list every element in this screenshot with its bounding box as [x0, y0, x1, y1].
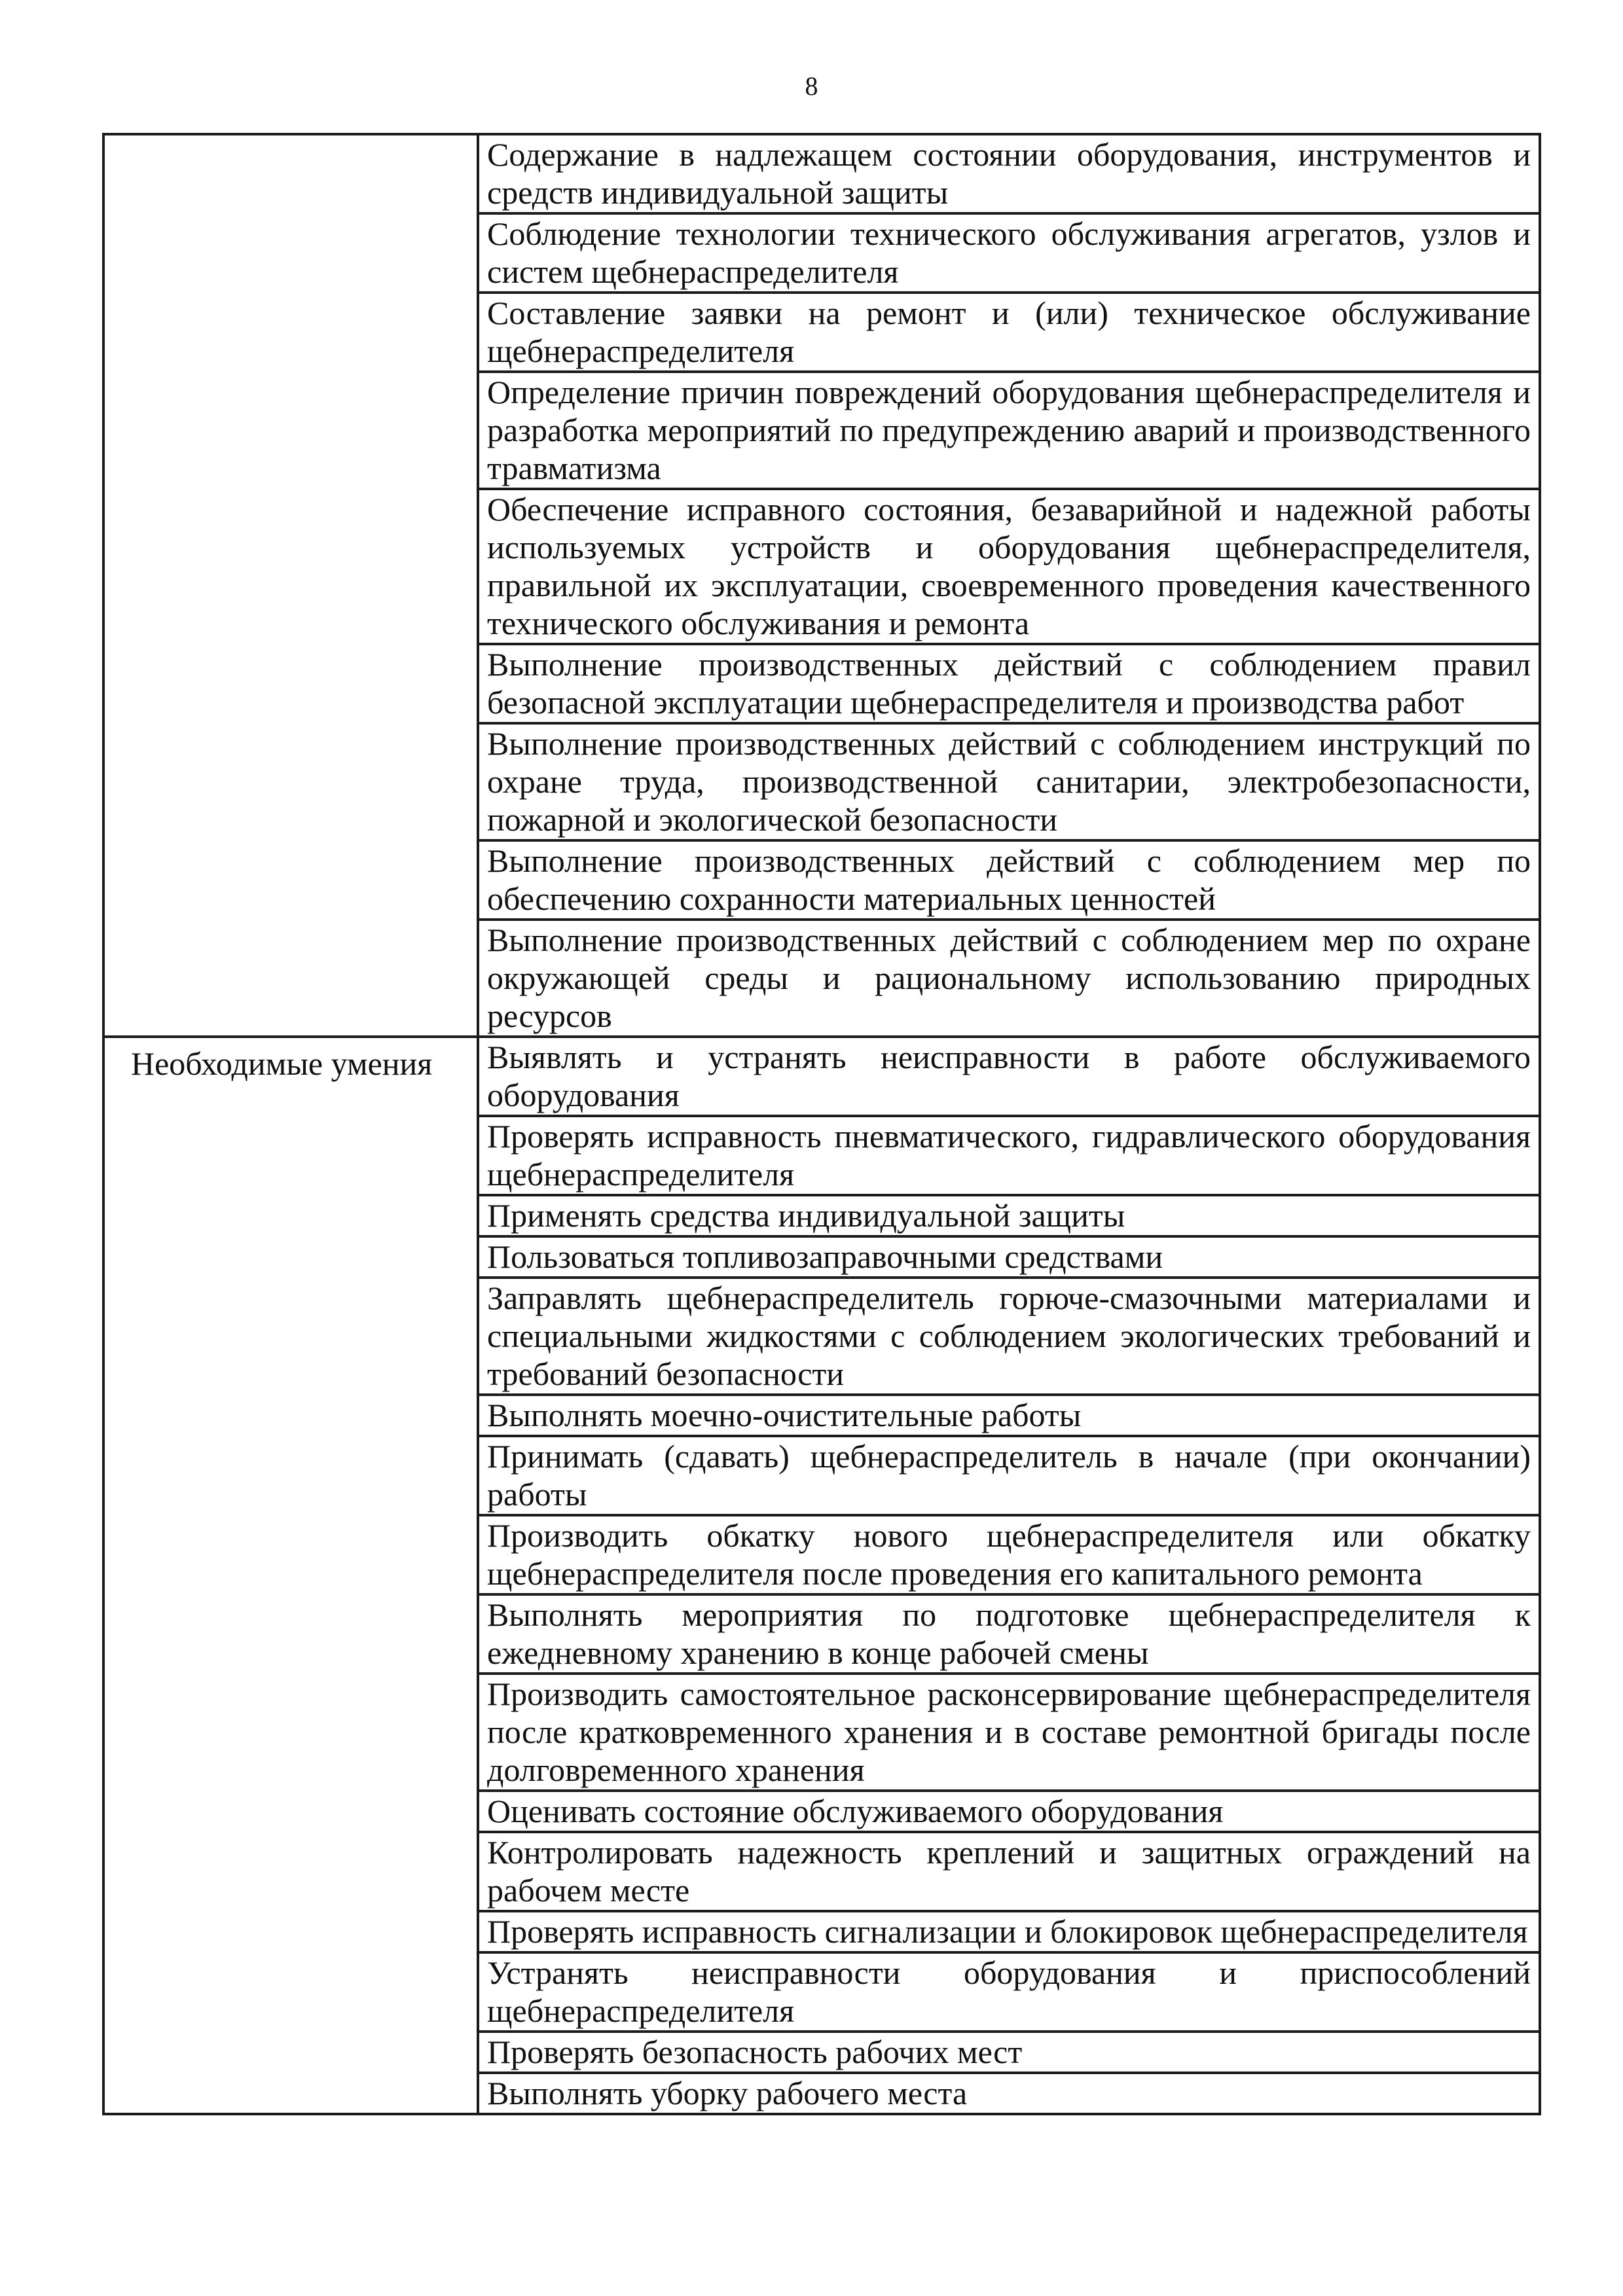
requirement-item: Соблюдение технологии технического обслуживания агрегатов, узлов и систем щебнераспределителя — [478, 213, 1540, 293]
requirement-item: Проверять исправность сигнализации и блокировок щебнераспределителя — [478, 1911, 1540, 1952]
requirement-item: Выявлять и устранять неисправности в работе обслуживаемого оборудования — [478, 1037, 1540, 1116]
requirement-item: Производить обкатку нового щебнераспределителя или обкатку щебнераспределителя после проведения его капитального ремонта — [478, 1515, 1540, 1594]
requirement-item: Применять средства индивидуальной защиты — [478, 1195, 1540, 1236]
requirement-item: Выполнение производственных действий с соблюдением мер по охране окружающей среды и рациональному использованию природных ресурсов — [478, 920, 1540, 1037]
requirement-item: Обеспечение исправного состояния, безаварийной и надежной работы используемых устройств и оборудования щебнераспределителя, правильной их эксплуатации, своевременного проведения качественного технического обслуживания и ремонта — [478, 489, 1540, 644]
requirement-item: Выполнять уборку рабочего места — [478, 2073, 1540, 2114]
requirement-item: Заправлять щебнераспределитель горюче-смазочными материалами и специальными жидкостями с соблюдением экологических требований и требований безопасности — [478, 1278, 1540, 1395]
requirement-item: Контролировать надежность креплений и защитных ограждений на рабочем месте — [478, 1832, 1540, 1911]
requirement-item: Проверять исправность пневматического, гидравлического оборудования щебнераспределителя — [478, 1116, 1540, 1195]
requirement-item: Определение причин повреждений оборудования щебнераспределителя и разработка мероприятий по предупреждению аварий и производственного травматизма — [478, 372, 1540, 489]
requirement-item: Составление заявки на ремонт и (или) техническое обслуживание щебнераспределителя — [478, 293, 1540, 372]
requirement-item: Производить самостоятельное расконсервирование щебнераспределителя после кратковременного хранения и в составе ремонтной бригады после долговременного хранения — [478, 1674, 1540, 1791]
table-row — [103, 1037, 1540, 1116]
requirement-item: Устранять неисправности оборудования и приспособлений щебнераспределителя — [478, 1952, 1540, 2032]
requirement-item: Проверять безопасность рабочих мест — [478, 2032, 1540, 2073]
table-row — [103, 134, 1540, 213]
requirements-table — [102, 133, 1541, 2115]
page-number: 8 — [805, 71, 818, 101]
requirement-item: Пользоваться топливозаправочными средствами — [478, 1236, 1540, 1278]
category-cell-continued — [103, 134, 478, 1037]
requirement-item: Содержание в надлежащем состоянии оборудования, инструментов и средств индивидуальной защиты — [478, 134, 1540, 213]
requirement-item: Выполнение производственных действий с соблюдением инструкций по охране труда, производственной санитарии, электробезопасности, пожарной и экологической безопасности — [478, 723, 1540, 840]
requirement-item: Выполнение производственных действий с соблюдением правил безопасной эксплуатации щебнераспределителя и производства работ — [478, 644, 1540, 723]
category-cell-skills: Необходимые умения — [103, 1037, 478, 2114]
requirement-item: Выполнять моечно-очистительные работы — [478, 1395, 1540, 1436]
requirement-item: Выполнять мероприятия по подготовке щебнераспределителя к ежедневному хранению в конце рабочей смены — [478, 1594, 1540, 1674]
requirement-item: Оценивать состояние обслуживаемого оборудования — [478, 1791, 1540, 1832]
requirement-item: Выполнение производственных действий с соблюдением мер по обеспечению сохранности материальных ценностей — [478, 840, 1540, 920]
requirement-item: Принимать (сдавать) щебнераспределитель в начале (при окончании) работы — [478, 1436, 1540, 1515]
